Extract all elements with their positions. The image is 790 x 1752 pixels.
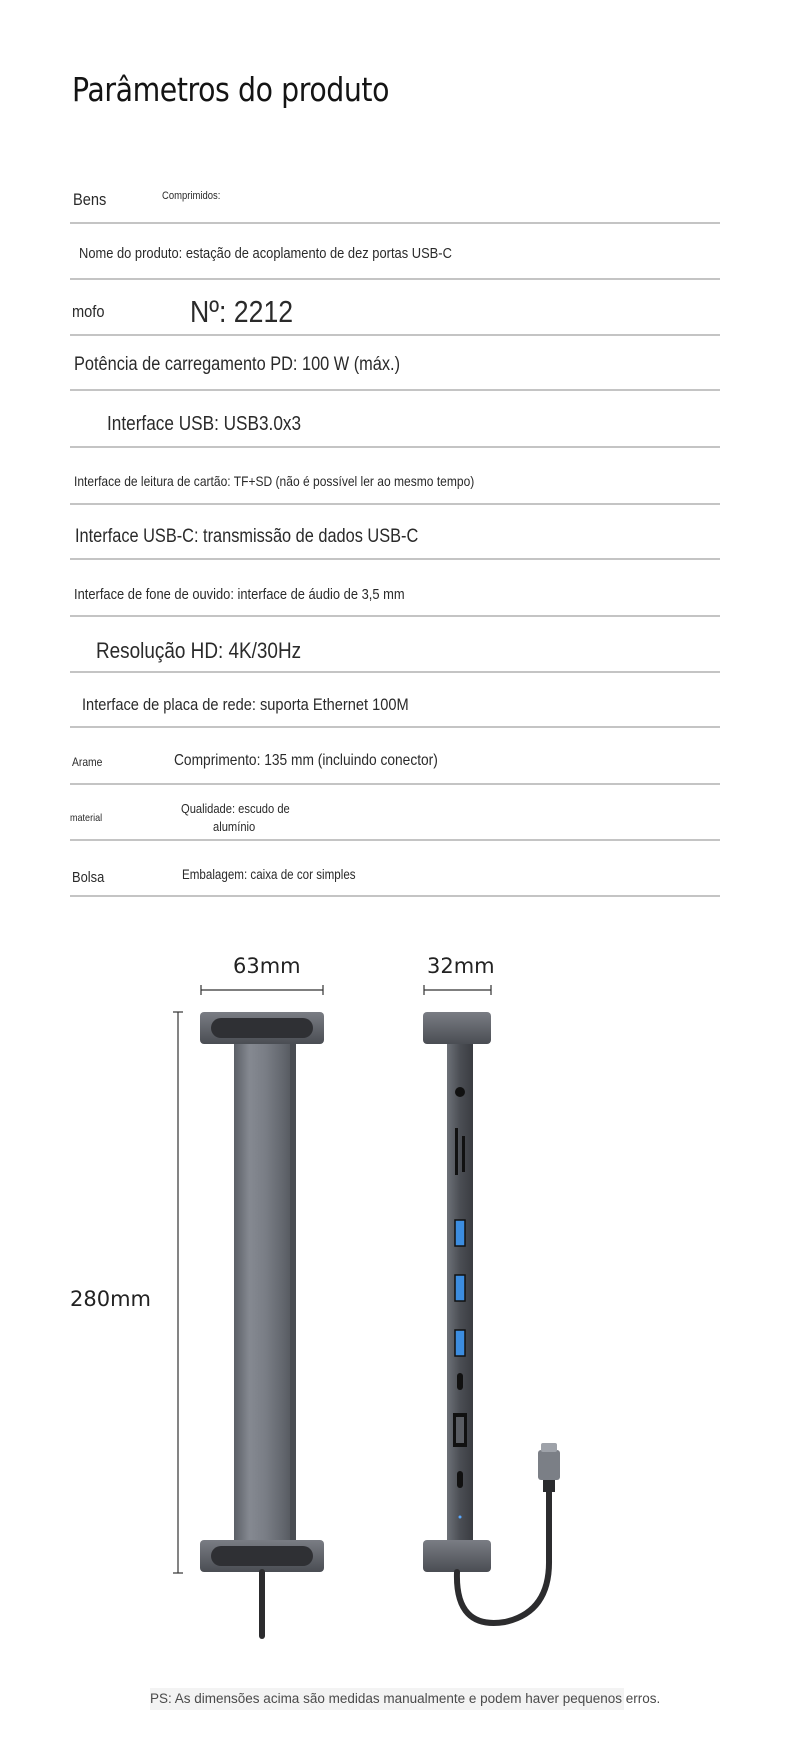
dock-side-view xyxy=(423,1012,560,1623)
height-measure-line xyxy=(173,1012,183,1573)
spec-row-material xyxy=(70,785,720,841)
depth-dimension-label: 32mm xyxy=(427,954,495,978)
spec-row-card-reader xyxy=(70,448,720,505)
spec-row-usb-c xyxy=(70,505,720,560)
spec-row-package xyxy=(70,841,720,897)
spec-value: Interface de placa de rede: suporta Ethernet 100M xyxy=(82,695,409,714)
spec-value: Comprimento: 135 mm (incluindo conector) xyxy=(174,752,438,769)
spec-value: Potência de carregamento PD: 100 W (máx.) xyxy=(74,354,401,375)
spec-label: Bens xyxy=(73,190,107,209)
spec-value: Comprimidos: xyxy=(162,190,221,202)
divider xyxy=(70,895,720,897)
spec-row-usb xyxy=(70,391,720,448)
spec-label: material xyxy=(70,812,103,824)
spec-row-headphone xyxy=(70,560,720,617)
spec-value: Interface USB-C: transmissão de dados USB-C xyxy=(75,526,419,547)
spec-row-model xyxy=(70,280,720,336)
spec-value: Nome do produto: estação de acoplamento de dez portas USB-C xyxy=(79,245,452,262)
spec-value: Interface USB: USB3.0x3 xyxy=(107,413,302,435)
depth-measure-line xyxy=(424,985,491,995)
spec-label: Bolsa xyxy=(72,869,105,886)
height-dimension-label: 280mm xyxy=(70,1287,151,1311)
spec-row-network xyxy=(70,673,720,728)
spec-label: mofo xyxy=(72,302,105,321)
width-measure-line xyxy=(201,985,323,995)
footnote: PS: As dimensões acima são medidas manualmente e podem haver pequenos erros. xyxy=(150,1688,624,1710)
spec-row-bens xyxy=(70,166,720,224)
spec-value: Nº: 2212 xyxy=(190,294,294,329)
spec-value: Interface de fone de ouvido: interface de áudio de 3,5 mm xyxy=(74,586,405,603)
product-dimension-drawing xyxy=(0,980,790,1660)
spec-row-resolution xyxy=(70,617,720,673)
spec-label: Arame xyxy=(72,755,103,769)
spec-value: Qualidade: escudo de xyxy=(181,801,290,816)
spec-value: Embalagem: caixa de cor simples xyxy=(182,867,356,882)
spec-value: Resolução HD: 4K/30Hz xyxy=(96,638,302,663)
spec-row-pd-power xyxy=(70,336,720,391)
dock-front-view xyxy=(200,1012,324,1636)
spec-row-cable xyxy=(70,728,720,785)
spec-value: Interface de leitura de cartão: TF+SD (não é possível ler ao mesmo tempo) xyxy=(74,473,475,489)
spec-row-product-name xyxy=(70,224,720,280)
spec-value: alumínio xyxy=(213,819,256,834)
width-dimension-label: 63mm xyxy=(233,954,301,978)
page-title: Parâmetros do produto xyxy=(72,70,390,109)
